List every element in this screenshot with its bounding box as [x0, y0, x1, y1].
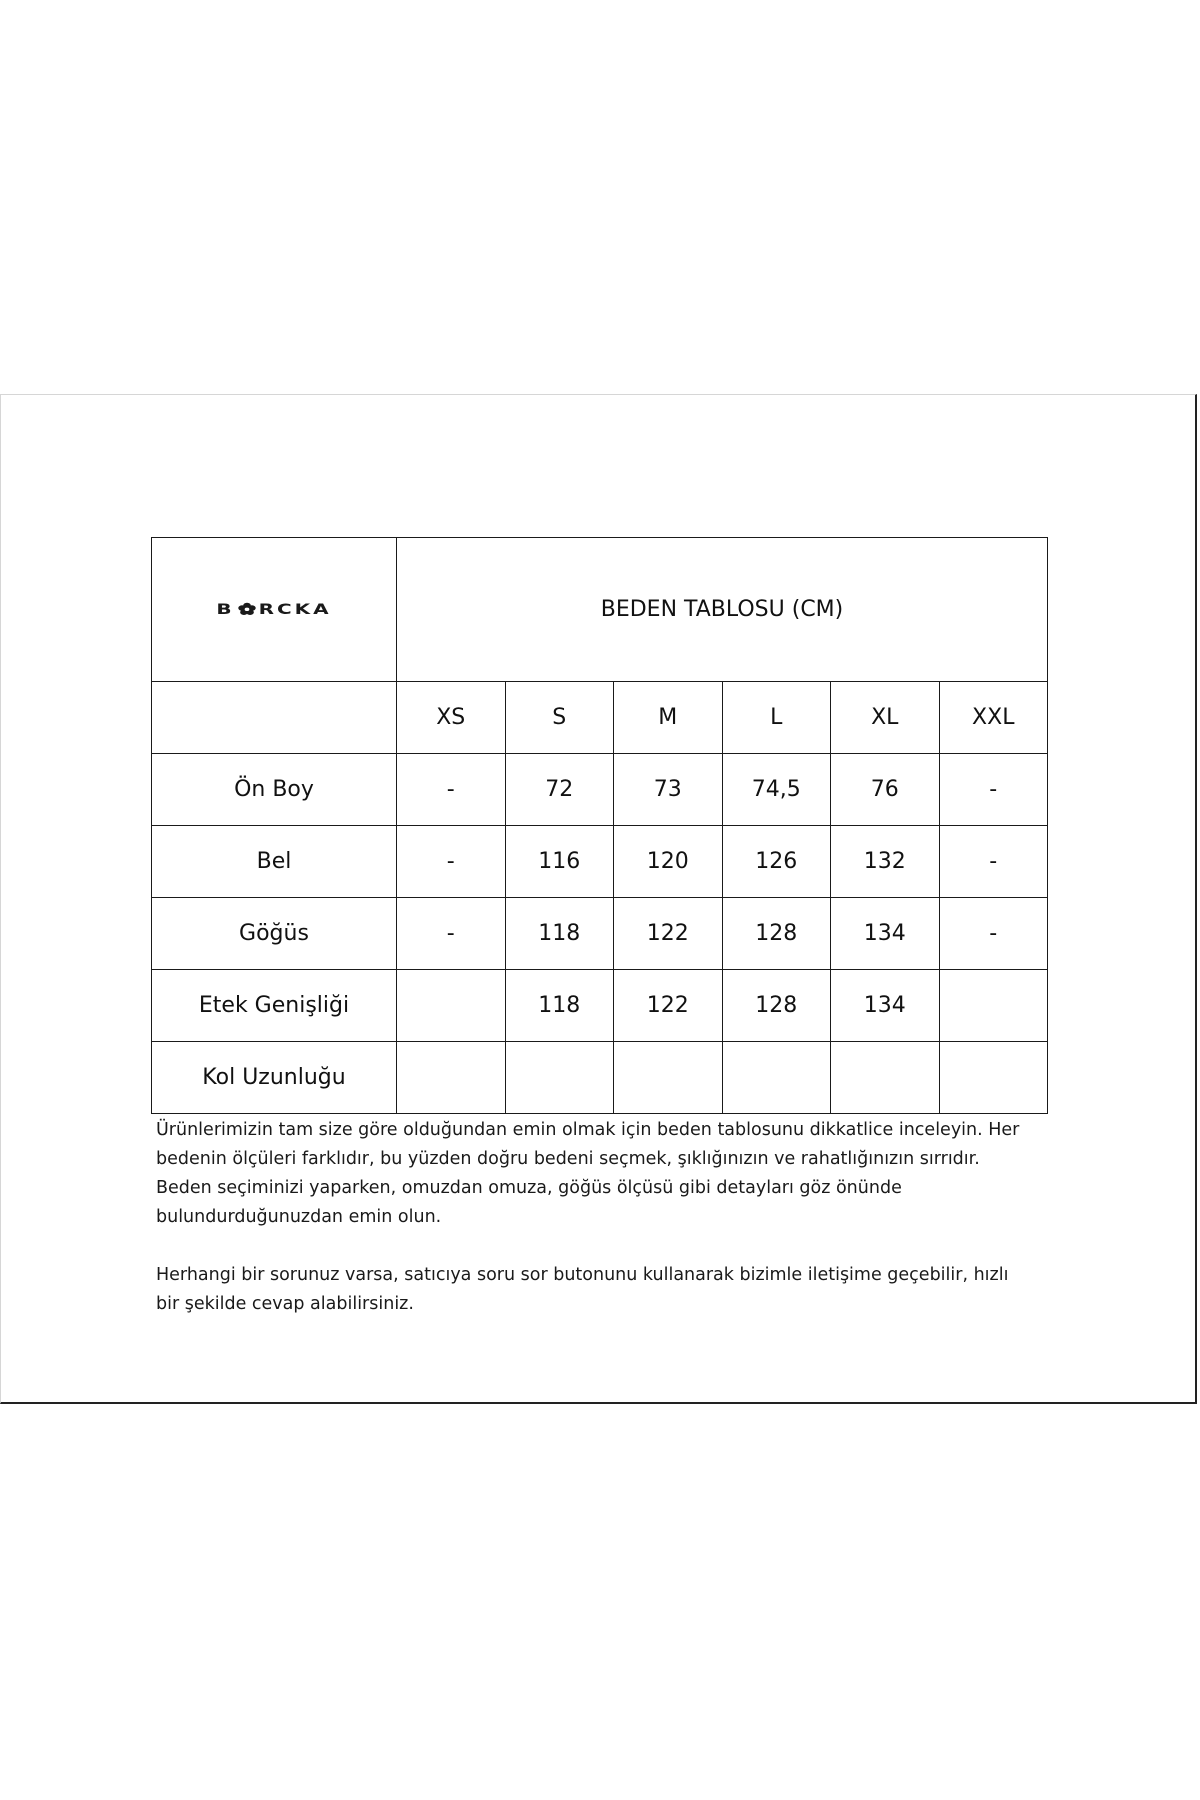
- empty-corner-cell: [152, 682, 397, 754]
- brand-logo-left: B: [216, 600, 235, 618]
- table-cell: [614, 1042, 723, 1114]
- size-header-cell: XXL: [939, 682, 1048, 754]
- size-header-cell: XS: [397, 682, 506, 754]
- table-cell: -: [939, 826, 1048, 898]
- table-cell: -: [397, 898, 506, 970]
- table-cell: 128: [722, 898, 831, 970]
- table-cell: 134: [831, 898, 940, 970]
- size-header-cell: L: [722, 682, 831, 754]
- table-cell: 76: [831, 754, 940, 826]
- table-cell: 116: [505, 826, 614, 898]
- table-row: [152, 898, 1048, 970]
- row-label: Göğüs: [152, 898, 397, 970]
- table-cell: 122: [614, 898, 723, 970]
- table-cell: 128: [722, 970, 831, 1042]
- row-label: Etek Genişliği: [152, 970, 397, 1042]
- brand-cell: [152, 538, 397, 682]
- table-row: [152, 754, 1048, 826]
- table-title: BEDEN TABLOSU (CM): [397, 538, 1048, 682]
- table-cell: 74,5: [722, 754, 831, 826]
- table-cell: 134: [831, 970, 940, 1042]
- table-row: [152, 1042, 1048, 1114]
- size-table: [151, 537, 1048, 1114]
- notes-paragraph-2: Herhangi bir sorunuz varsa, satıcıya soru sor butonunu kullanarak bizimle iletişime geçebilir, hızlı bir şekilde cevap alabilirsiniz.: [156, 1265, 1009, 1314]
- table-cell: -: [397, 826, 506, 898]
- table-cell: 122: [614, 970, 723, 1042]
- table-cell: [505, 1042, 614, 1114]
- table-cell: 120: [614, 826, 723, 898]
- brand-logo: [216, 600, 331, 617]
- row-label: Ön Boy: [152, 754, 397, 826]
- size-header-cell: M: [614, 682, 723, 754]
- table-cell: -: [939, 898, 1048, 970]
- row-label: Bel: [152, 826, 397, 898]
- table-cell: 72: [505, 754, 614, 826]
- row-label: Kol Uzunluğu: [152, 1042, 397, 1114]
- table-cell: 118: [505, 898, 614, 970]
- table-cell: [939, 970, 1048, 1042]
- table-header-row: [152, 538, 1048, 682]
- size-header-row: [152, 682, 1048, 754]
- table-cell: [397, 1042, 506, 1114]
- table-cell: [939, 1042, 1048, 1114]
- table-cell: [722, 1042, 831, 1114]
- notes-paragraph-1: Ürünlerimizin tam size göre olduğundan emin olmak için beden tablosunu dikkatlice inceleyin. Her bedenin ölçüleri farklıdır, bu yüzden doğru bedeni seçmek, şıklığınızın ve rahatlığınızın sırrıdır. Beden seçiminizi yaparken, omuzdan omuza, göğüs ölçüsü gibi detayları göz önünde bulundurduğunuzdan emin olun.: [156, 1120, 1020, 1227]
- table-cell: -: [939, 754, 1048, 826]
- table-cell: [831, 1042, 940, 1114]
- table-cell: 118: [505, 970, 614, 1042]
- table-cell: 73: [614, 754, 723, 826]
- table-row: [152, 826, 1048, 898]
- table-cell: [397, 970, 506, 1042]
- size-header-cell: S: [505, 682, 614, 754]
- table-cell: -: [397, 754, 506, 826]
- table-cell: 126: [722, 826, 831, 898]
- table-row: [152, 970, 1048, 1042]
- brand-logo-right: RCKA: [258, 600, 332, 618]
- size-header-cell: XL: [831, 682, 940, 754]
- flower-icon: [238, 603, 256, 616]
- size-guide-notes: [156, 1116, 1036, 1348]
- table-cell: 132: [831, 826, 940, 898]
